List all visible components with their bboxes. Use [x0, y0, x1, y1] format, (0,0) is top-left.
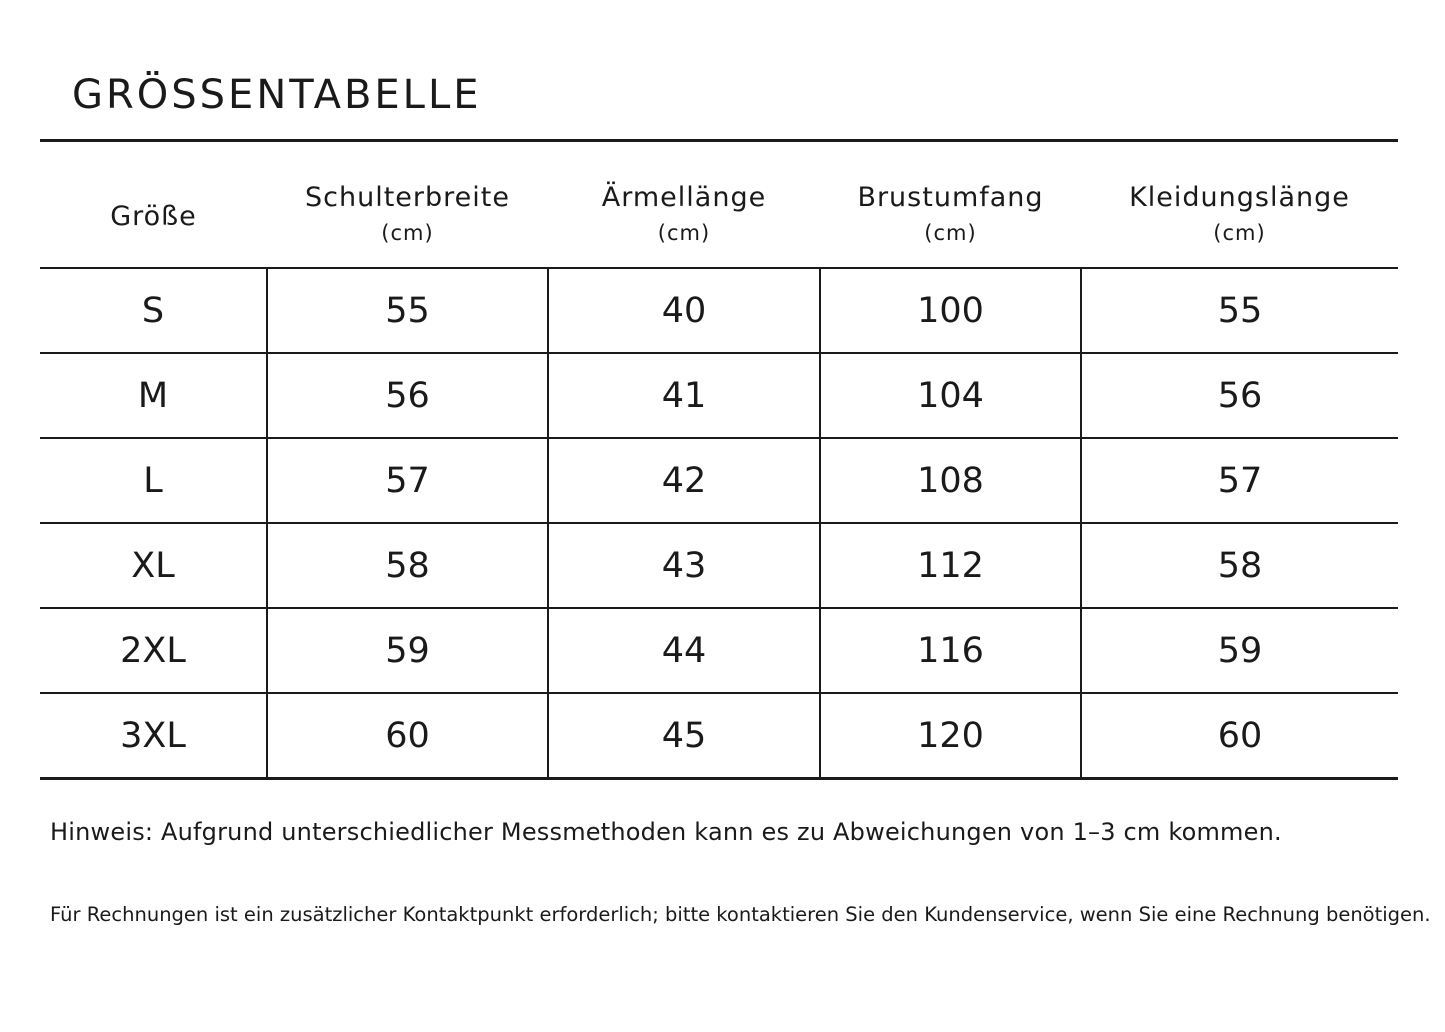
table-row	[40, 523, 1398, 608]
table-cell: 57	[267, 438, 548, 523]
table-row	[40, 268, 1398, 353]
size-cell: M	[40, 353, 267, 438]
table-cell: 59	[267, 608, 548, 693]
table-cell: 104	[820, 353, 1081, 438]
size-cell: S	[40, 268, 267, 353]
measurement-hint: Hinweis: Aufgrund unterschiedlicher Messmethoden kann es zu Abweichungen von 1–3 cm kommen.	[50, 818, 1282, 846]
table-cell: 45	[548, 693, 820, 779]
size-cell: 3XL	[40, 693, 267, 779]
header-cell-size	[40, 162, 267, 268]
table-cell: 112	[820, 523, 1081, 608]
header-cell-sleeve-length	[548, 162, 820, 268]
table-cell: 57	[1081, 438, 1398, 523]
table-cell: 120	[820, 693, 1081, 779]
table-cell: 56	[1081, 353, 1398, 438]
header-cell-shoulder-width	[267, 162, 548, 268]
table-cell: 116	[820, 608, 1081, 693]
size-table	[40, 162, 1398, 780]
table-cell: 55	[267, 268, 548, 353]
table-header-row	[40, 162, 1398, 268]
page-title: GRÖSSENTABELLE	[72, 72, 482, 118]
size-cell: L	[40, 438, 267, 523]
table-cell: 59	[1081, 608, 1398, 693]
header-label: Größe	[110, 200, 197, 232]
table-cell: 58	[1081, 523, 1398, 608]
table-cell: 108	[820, 438, 1081, 523]
header-unit: (cm)	[657, 220, 711, 245]
table-cell: 40	[548, 268, 820, 353]
size-cell: XL	[40, 523, 267, 608]
table-cell: 44	[548, 608, 820, 693]
header-label: Brustumfang	[857, 181, 1044, 213]
table-cell: 60	[1081, 693, 1398, 779]
size-cell: 2XL	[40, 608, 267, 693]
table-cell: 56	[267, 353, 548, 438]
header-unit: (cm)	[924, 220, 977, 245]
header-label: Ärmellänge	[601, 181, 767, 213]
table-cell: 100	[820, 268, 1081, 353]
table-row	[40, 693, 1398, 779]
table-row	[40, 608, 1398, 693]
table-cell: 55	[1081, 268, 1398, 353]
table-cell: 41	[548, 353, 820, 438]
table-cell: 58	[267, 523, 548, 608]
invoice-note: Für Rechnungen ist ein zusätzlicher Kontaktpunkt erforderlich; bitte kontaktieren Sie den Kundenservice, wenn Sie eine Rechnung benötigen.	[50, 903, 1431, 926]
table-cell: 42	[548, 438, 820, 523]
header-label: Kleidungslänge	[1129, 181, 1350, 213]
table-cell: 60	[267, 693, 548, 779]
title-divider	[40, 139, 1398, 142]
header-unit: (cm)	[381, 220, 434, 245]
table-row	[40, 353, 1398, 438]
header-unit: (cm)	[1213, 220, 1266, 245]
header-cell-garment-length	[1081, 162, 1398, 268]
header-label: Schulterbreite	[305, 181, 510, 213]
table-row	[40, 438, 1398, 523]
header-cell-chest	[820, 162, 1081, 268]
table-cell: 43	[548, 523, 820, 608]
